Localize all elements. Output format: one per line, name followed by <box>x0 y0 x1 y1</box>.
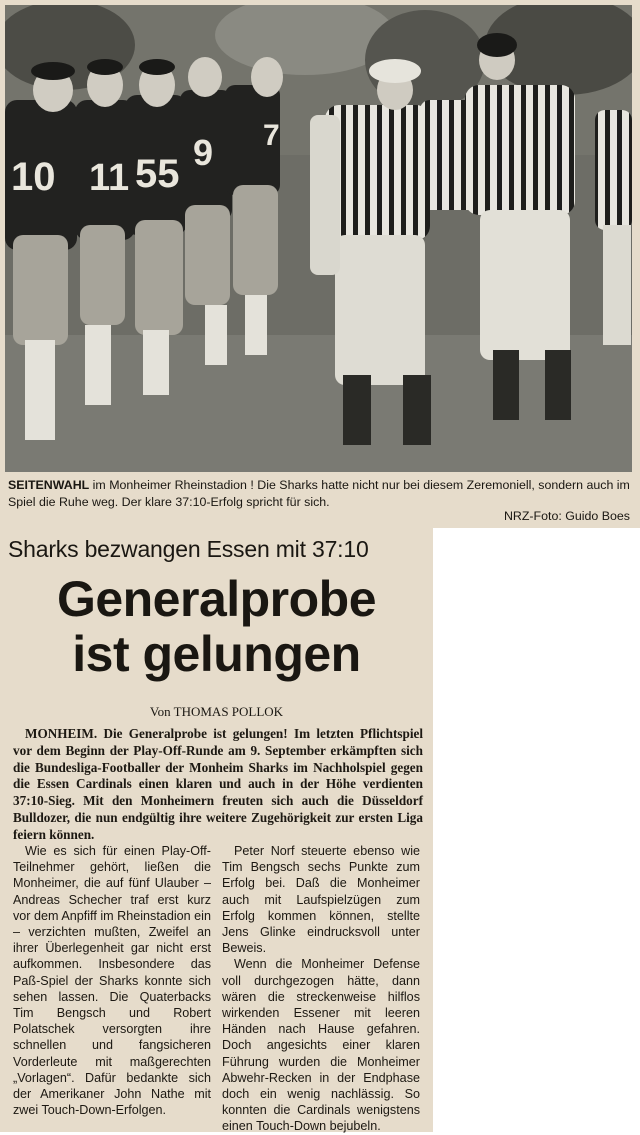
column-left-paragraph: Wie es sich für einen Play-Off-Teilnehmer gehört, ließen die Monheimer, die auf fünf Ulauber – Andreas Schecher traf erst kurz vor dem Anpfiff im Rheinstadion ein – verzichten mußten, Zweifel an ihrer Überlegenheit gar nicht erst aufkommen. Insbesondere das Paß-Spiel der Sharks konnte sich sehen lassen. Die Quaterbacks Tim Bengsch und Robert Polatschek versorgten ihre schnellen und fangsicheren Vorderleute mit maßgerechten „Vorlagen“. Dafür bedankte sich der Amerikaner John Nathe mit zwei Touch-Down-Erfolgen. <box>13 844 211 1118</box>
byline: Von THOMAS POLLOK <box>149 704 284 719</box>
article-column-right <box>222 843 420 1135</box>
photo-caption <box>8 477 632 511</box>
jersey-number-55: 55 <box>135 152 180 196</box>
headline-line-1: Generalprobe <box>56 571 377 627</box>
article-kicker: Sharks bezwangen Essen mit 37:10 <box>8 536 369 562</box>
article-headline <box>0 572 433 682</box>
article-lead: MONHEIM. Die Generalprobe ist gelungen! Im letzten Pflichtspiel vor dem Beginn der Play-Off-Runde am 9. September erkämpften sich die Bundesliga-Footballer der Monheim Sharks im Nachholspiel gegen die Essen Cardinals einen klaren und auch in der Höhe verdienten 37:10-Sieg. Mit den Monheimern freuten sich auch die Düsseldorf Bulldozer, die nun endgültig ihre weitere Zugehörigkeit zur ersten Liga feiern können. <box>13 726 423 842</box>
team-captains-photo <box>5 5 632 472</box>
photo-credit: NRZ-Foto: Guido Boes <box>503 509 630 523</box>
column-right-paragraph-1: Peter Norf steuerte ebenso wie Tim Bengsch sechs Punkte zum Erfolg bei. Daß die Monheimer auch mit Laufspielzügen zum Erfolg kommen können, stellte Jens Glinke eindrucksvoll unter Beweis. <box>222 844 420 956</box>
caption-text: im Monheimer Rheinstadion ! Die Sharks hatte nicht nur bei diesem Zeremoniell, sondern auch im Spiel die Ruhe weg. Der klare 37:10-Erfolg spricht für sich. <box>8 478 630 509</box>
article-column-left <box>13 843 211 1118</box>
jersey-number-10: 10 <box>11 155 56 199</box>
jersey-number-7: 7 <box>263 119 280 152</box>
caption-lead: SEITENWAHL <box>8 478 90 492</box>
headline-line-2: ist gelungen <box>72 626 361 682</box>
jersey-number-9: 9 <box>193 132 214 173</box>
column-right-paragraph-2: Wenn die Monheimer Defense voll durchgezogen hätte, dann wären die streckenweise hilflos wirkenden Essener mit leeren Händen nach Hause gefahren. Doch angesichts einer klaren Führung wurden die Monheimer Abwehr-Recken in der Endphase doch ein wenig nachlässig. So konnten die Cardinals wenigstens einen Touch-Down bejubeln. <box>222 957 420 1134</box>
jersey-number-11: 11 <box>89 157 130 199</box>
